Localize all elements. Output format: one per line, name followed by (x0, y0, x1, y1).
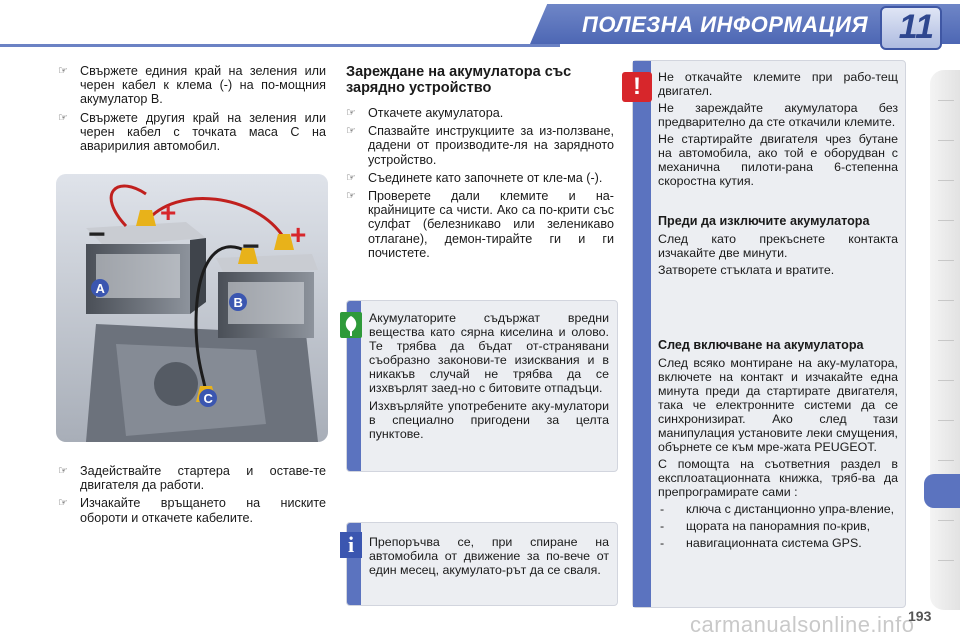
svg-text:A: A (95, 281, 105, 296)
page-title: ПОЛЕЗНА ИНФОРМАЦИЯ (582, 12, 868, 37)
after-connect: След включване на акумулатора След всяко монтиране на аку-мулатора, включете на контакт и изчакайте една минута преди да стартирате двигателя, така че електронните системи да се синхронизират. Ако след тази манипулация установите леки смущения, обърнете се към мре-жата PEUGEOT. С помощта на съответния раздел в експлоатационната книжка, тряб-ва да препрограмирате сами : - ключа с дистанционно упра-вление, - щората на панорамния по-крив, - навигационната система GPS. (658, 338, 898, 550)
list-item: ☞ Откачете акумулатора. (346, 106, 504, 120)
hand-pointer-icon: ☞ (58, 465, 68, 477)
warning-text: Не откачайте клемите при рабо-тещ двигател. Не зареждайте акумулатора без предварително да сте откачили клемите. Не стартирайте двигателя чрез бутане на автомобила, ако той е оборудван с механична пилоти-рана 6-степенна скоростна кутия. (658, 70, 898, 188)
list-item: ☞ Свържете единия край на зеления или черен кабел к клема (-) на по-мощния акумулатор B. (58, 64, 326, 107)
hand-pointer-icon: ☞ (58, 65, 68, 77)
list-item: ☞ Съединете като започнете от кле-ма (-). (346, 170, 603, 185)
page-header (0, 0, 960, 52)
chapter-number: 11 (898, 8, 934, 46)
subheading: След включване на акумулатора (658, 338, 864, 352)
svg-text:B: B (233, 295, 243, 310)
list-item: - ключа с дистанционно упра-вление, (660, 502, 895, 516)
list-item: ☞ Изчакайте връщането на ниските обороти и откачете кабелите. (58, 496, 326, 525)
list-item: ☞ Свържете другия край на зеления или черен кабел с точката маса C на аваририлия автомобил. (58, 110, 326, 154)
watermark: carmanualsonline.info (690, 612, 915, 637)
info-icon: i (340, 532, 362, 558)
left-column-bottom (58, 464, 326, 529)
left-column-top (58, 64, 326, 157)
page-number: 193 (908, 608, 932, 624)
before-disconnect: Преди да изключите акумулатора След като прекъснете контакта изчакайте две минути. Затворете стъклата и вратите. (658, 214, 898, 277)
jump-start-illustration (56, 174, 328, 442)
list-item: ☞ Спазвайте инструкциите за из-ползване, дадени от производите-ля на зарядното устройство. (346, 124, 614, 167)
section-title: Зареждане на акумулатора със зарядно устройство (346, 64, 572, 96)
charging-section (346, 64, 614, 264)
svg-text:C: C (203, 391, 213, 406)
hand-pointer-icon: ☞ (346, 125, 356, 138)
hand-pointer-icon: ☞ (346, 190, 356, 203)
hand-pointer-icon: ☞ (346, 171, 356, 184)
svg-text:+: + (160, 197, 177, 228)
list-item: ☞ Задействайте стартера и оставе-те двигателя да работи. (58, 464, 326, 493)
svg-text:−: − (242, 230, 260, 263)
chapter-tabs (930, 70, 960, 610)
svg-text:−: − (88, 218, 106, 251)
hand-pointer-icon: ☞ (346, 107, 356, 119)
list-item: - навигационната система GPS. (660, 536, 862, 550)
chapter-tab-active[interactable] (924, 474, 960, 508)
battery-cables-diagram (56, 174, 328, 442)
subheading: Преди да изключите акумулатора (658, 214, 870, 228)
hand-pointer-icon: ☞ (58, 111, 68, 124)
warning-icon: ! (622, 72, 652, 102)
info-note: Препоръчва се, при спиране на автомобила от движение за по-вече от един месец, акумулато-рът да се сваля. (346, 522, 618, 606)
leaf-icon (340, 312, 362, 338)
svg-text:+: + (290, 219, 307, 250)
environment-note: Акумулаторите съдържат вредни вещества като сярна киселина и олово. Те трябва да бъдат от-странявани съобразно законови-те изисквания и в никакъв случай не трябва да се изхвърлят заед-но с битовите отпадъци. Изхвърляйте употребените аку-мулатори в специално пригодени за целта пунктове. (346, 300, 618, 472)
header-rule (0, 44, 560, 47)
hand-pointer-icon: ☞ (58, 497, 68, 510)
list-item: ☞ Проверете дали клемите и на-крайниците са чисти. Ако са по-крити със сулфат (белезникаво или зеленикаво отлагане), демон-тирайте ги и ги почистете. (346, 189, 614, 260)
list-item: - щората на панорамния по-крив, (660, 519, 871, 533)
